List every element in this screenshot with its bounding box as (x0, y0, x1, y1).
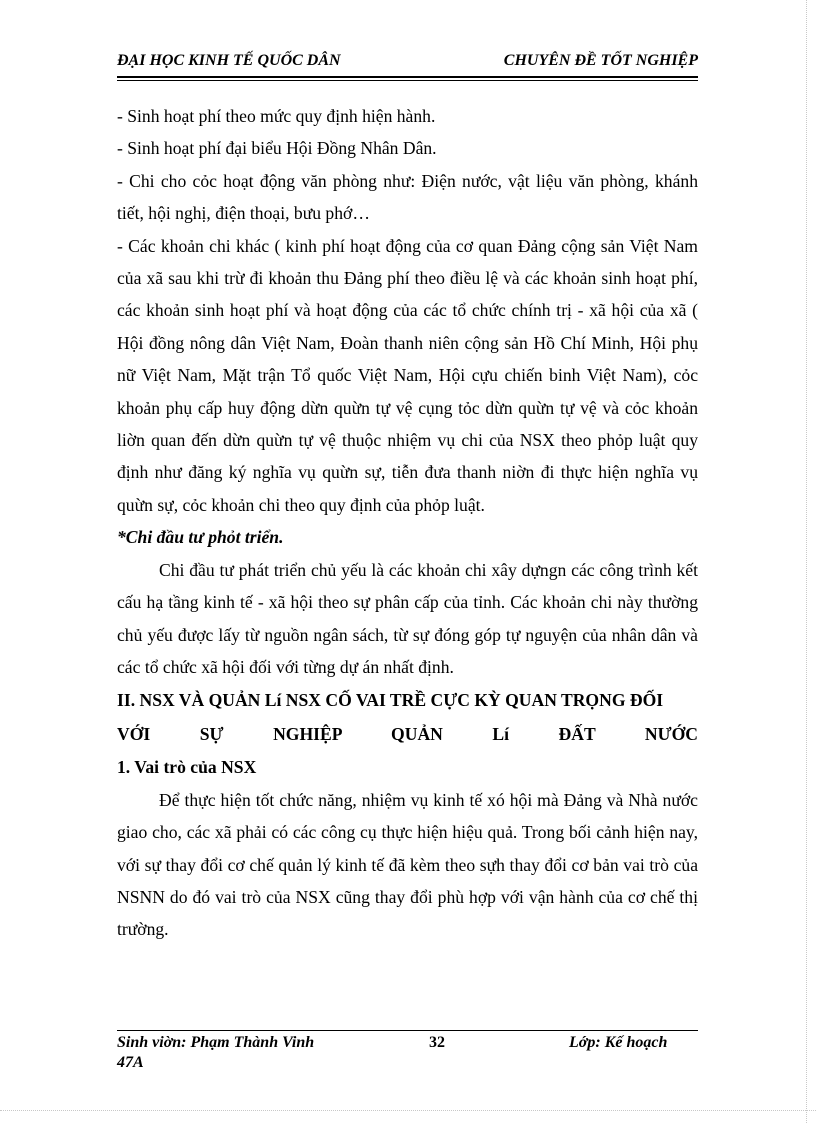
section-heading-line-2: VỚI SỰ NGHIỆP QUẢN Lí ĐẤT NƯỚC (117, 724, 698, 745)
footer-rule (117, 1030, 698, 1031)
paragraph-other-expenses: - Các khoản chi khác ( kinh phí hoạt động của cơ quan Đảng cộng sản Việt Nam của xã sau khi trừ đi khoản thu Đảng phí theo điều lệ và các khoản sinh hoạt phí, các khoản sinh hoạt phí và hoạt động của các tổ chức chính trị - xã hội của xã ( Hội đồng nông dân Việt Nam, Đoàn thanh niên cộng sản Hồ Chí Minh, Hội phụ nữ Việt Nam, Mặt trận Tổ quốc Việt Nam, Hội cựu chiến binh Việt Nam), cỏc khoản phụ cấp huy động dừn quừn tự vệ cụng tỏc dừn quừn tự vệ và cỏc khoản liờn quan đến dừn quừn tự vệ thuộc nhiệm vụ chi của NSX theo phỏp luật quy định như đăng ký nghĩa vụ quừn sự, tiễn đưa thanh niờn đi thực hiện nghĩa vụ quừn sự, cỏc khoản chi theo quy định của phỏp luật. (117, 235, 698, 515)
paragraph-investment: Chi đầu tư phát triển chủ yếu là các khoản chi xây dựngn các công trình kết cấu hạ tầng kinh tế - xã hội theo sự phân cấp của tỉnh. Các khoản chi này thường chủ yếu được lấy từ nguồn ngân sách, từ sự đóng góp tự nguyện của nhân dân và các tổ chức xã hội đối với từng dự án nhất định. (117, 559, 698, 677)
page-edge-bottom (0, 1110, 816, 1111)
header-thesis-title: CHUYÊN ĐỀ TỐT NGHIỆP (503, 52, 698, 69)
paragraph-role: Để thực hiện tốt chức năng, nhiệm vụ kinh tế xó hội mà Đảng và Nhà nước giao cho, các xã phải có các công cụ thực hiện hiệu quả. Trong bối cảnh hiện nay, với sự thay đổi cơ chế quản lý kinh tế đã kèm theo sựh thay đổi cơ bản vai trò của NSNN do đó vai trò của NSX cũng thay đổi phù hợp với vận hành của cơ chế thị trường. (117, 789, 698, 940)
subheading-investment: *Chi đầu tư phỏt triển. (117, 527, 284, 548)
subsection-heading: 1. Vai trò của NSX (117, 757, 257, 778)
page-header (117, 50, 698, 76)
header-rule-thin (117, 80, 698, 81)
page-number: 32 (429, 1034, 445, 1051)
header-university: ĐẠI HỌC KINH TẾ QUỐC DÂN (117, 52, 341, 69)
section-heading-line-1: II. NSX VÀ QUẢN Lí NSX CỐ VAI TRỀ CỰC KỲ QUAN TRỌNG ĐỐI (117, 690, 664, 711)
paragraph-office-expenses: - Chi cho cỏc hoạt động văn phòng như: Điện nước, vật liệu văn phòng, khánh tiết, hội nghị, điện thoại, bưu phớ… (117, 170, 698, 224)
paragraph-council-allowance: - Sinh hoạt phí đại biểu Hội Đồng Nhân Dân. (117, 138, 437, 159)
paragraph-living-allowance: - Sinh hoạt phí theo mức quy định hiện hành. (117, 106, 436, 126)
page-edge-right (806, 0, 807, 1123)
document-body (117, 100, 698, 946)
footer-student: Sinh viờn: Phạm Thành Vinh 47A (117, 1034, 315, 1071)
header-rule-thick (117, 76, 698, 78)
footer-class: Lớp: Kế hoạch (569, 1034, 668, 1051)
